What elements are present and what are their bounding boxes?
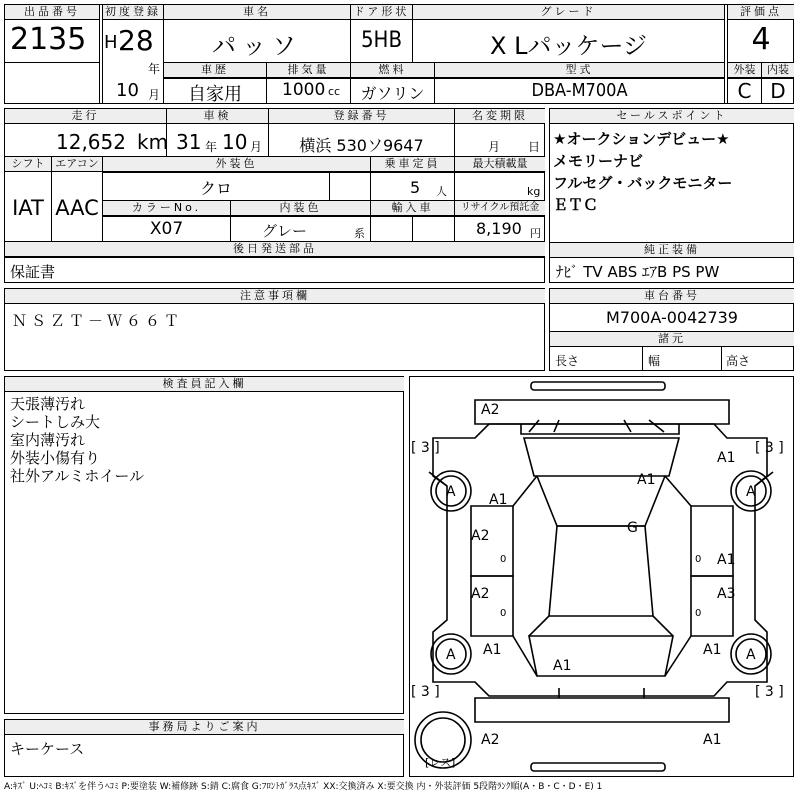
- lot-header: 出品番号: [5, 5, 99, 20]
- model-header: 型式: [435, 63, 724, 78]
- chassis-header: 車台番号: [550, 289, 794, 304]
- inspection-month-unit: 月: [250, 140, 263, 154]
- inspector-line-4: 外装小傷有り: [10, 449, 101, 467]
- chassis-number: M700A-0042739: [606, 308, 738, 327]
- mileage-header: 走行: [5, 109, 166, 124]
- notes-header: 注意事項欄: [5, 289, 545, 304]
- era: H: [104, 32, 118, 53]
- wheel-fl-mark: A: [446, 484, 456, 500]
- tread-front-right: [ 3 ]: [755, 440, 784, 456]
- inspector-line-2: シートしみ大: [10, 413, 101, 431]
- recycle-header: リサイクル預託金: [455, 201, 545, 216]
- legend: A:ｷｽﾞ U:ﾍｺﾐ B:ｷｽﾞを伴うﾍｺﾐ P:要塗装 W:補修跡 S:錆 C:腐食 G:ﾌﾛﾝﾄｶﾞﾗｽ点ｷｽﾞ XX:交換済み X:要交換 内・外装評価 5段階ﾗﾝｸ順(A・B・C・D・E) 1: [4, 782, 603, 792]
- mark-fl-fender: A1: [489, 492, 508, 508]
- name-change-day: 日: [528, 140, 541, 154]
- displacement: 1000: [282, 80, 326, 100]
- history: 自家用: [188, 84, 242, 105]
- import-header: 輸入車: [371, 201, 454, 216]
- ac-header: エアコン: [52, 157, 102, 172]
- wheel-rr-mark: A: [746, 647, 756, 663]
- office-text: キーケース: [10, 740, 85, 758]
- month-unit: 月: [148, 88, 161, 102]
- mileage-unit: km: [137, 130, 169, 154]
- capacity-unit: 人: [436, 185, 447, 198]
- inspection-month: 10: [222, 130, 248, 154]
- name-change-month: 月: [488, 140, 501, 154]
- no-spare-label: [レス]: [425, 756, 456, 769]
- lot-number: 2135: [10, 22, 87, 57]
- capacity-header: 乗車定員: [371, 157, 454, 172]
- equipment: ﾅﾋﾞ TV ABS ｴｱB PS PW: [556, 263, 720, 281]
- inspection-header: 車検: [167, 109, 268, 124]
- reg-month: 10: [116, 80, 139, 101]
- int-color: グレー: [262, 222, 308, 240]
- model-code: DBA-M700A: [531, 80, 628, 101]
- sales-line-4: ＥＴＣ: [553, 196, 599, 214]
- mark-rear-bumper-right: A1: [703, 732, 722, 748]
- mark-rr-door: A3: [717, 586, 736, 602]
- length-label: 長さ: [555, 354, 580, 368]
- max-load-header: 最大積載量: [455, 157, 545, 172]
- wheel-fr-mark: A: [746, 484, 756, 500]
- office-header: 事務局よりご案内: [5, 720, 404, 735]
- mark-fl-door: A2: [471, 528, 490, 544]
- inspector-line-5: 社外アルミホイール: [10, 467, 145, 485]
- mark-rl-fender: A1: [483, 642, 502, 658]
- first-reg-header: 初度登録: [105, 5, 161, 18]
- pillar-mark-l2: 0: [500, 608, 507, 619]
- dims-header: 諸元: [550, 331, 794, 347]
- ext-color-header: 外装色: [103, 157, 370, 172]
- later-parts: 保証書: [10, 263, 56, 281]
- mark-rl-door: A2: [471, 586, 490, 602]
- displacement-header: 排気量: [267, 63, 350, 78]
- int-color-unit: 系: [354, 227, 365, 240]
- pillar-mark-l1: 0: [500, 554, 507, 565]
- plate-header: 登録番号: [269, 109, 454, 124]
- mark-fr-fender: A1: [717, 450, 736, 466]
- name-change-header: 名変期限: [455, 109, 545, 124]
- ac: AAC: [55, 196, 99, 220]
- mark-rear-bumper-left: A2: [481, 732, 500, 748]
- door-type: 5HB: [360, 28, 403, 53]
- mark-fr-door: A1: [717, 552, 736, 568]
- inspection-year: 31: [176, 130, 202, 154]
- width-label: 幅: [648, 354, 661, 368]
- height-label: 高さ: [726, 354, 751, 368]
- int-color-header: 内装色: [231, 201, 370, 216]
- shift-header: シフト: [5, 157, 51, 172]
- score-header: 評価点: [728, 5, 794, 20]
- grade-header: グレード: [413, 5, 724, 20]
- door-header: ドア形状: [351, 5, 412, 20]
- wheel-rl-mark: A: [446, 647, 456, 663]
- inspection-year-unit: 年: [205, 140, 218, 154]
- capacity: 5: [410, 178, 421, 197]
- mark-hood: A1: [637, 472, 656, 488]
- recycle-fee: 8,190: [476, 219, 522, 238]
- recycle-unit: 円: [530, 227, 541, 240]
- int-grade: D: [770, 79, 786, 103]
- later-parts-header: 後日発送部品: [5, 242, 545, 257]
- int-header: 内装: [762, 63, 794, 78]
- sales-line-1: ★オークションデビュー★: [553, 130, 730, 148]
- inspector-line-1: 天張薄汚れ: [10, 395, 86, 413]
- sales-line-3: フルセグ・バックモニター: [553, 174, 733, 192]
- mark-rr-fender: A1: [703, 642, 722, 658]
- shift: IAT: [12, 196, 44, 220]
- ext-header: 外装: [728, 63, 761, 78]
- car-name-header: 車名: [164, 5, 350, 20]
- displacement-unit: cc: [328, 85, 341, 98]
- sales-header: セールスポイント: [550, 109, 794, 124]
- ext-grade: C: [737, 79, 752, 103]
- tread-rear-right: [ 3 ]: [755, 684, 784, 700]
- fuel-header: 燃料: [351, 63, 434, 78]
- equipment-header: 純正装備: [550, 242, 794, 258]
- pillar-mark-r1: 0: [695, 554, 702, 565]
- notes: ＮＳＺＴ－Ｗ６６Ｔ: [12, 312, 184, 330]
- grade: X Lパッケージ: [490, 32, 647, 60]
- car-name: パッソ: [212, 32, 302, 60]
- sales-line-2: メモリーナビ: [553, 152, 644, 170]
- tread-rear-left: [ 3 ]: [411, 684, 440, 700]
- history-header: 車歴: [164, 63, 266, 78]
- mark-trunk: A1: [553, 658, 572, 674]
- mark-roof: G: [627, 520, 638, 536]
- tread-front-left: [ 3 ]: [411, 440, 440, 456]
- pillar-mark-r2: 0: [695, 608, 702, 619]
- year-unit: 年: [148, 62, 161, 76]
- reg-year: 28: [118, 24, 154, 57]
- color-no-header: カラーNo.: [103, 201, 230, 216]
- fuel: ガソリン: [360, 84, 425, 103]
- car-diagram: [409, 376, 794, 777]
- max-load-unit: kg: [527, 185, 541, 198]
- inspector-header: 検査員記入欄: [5, 377, 404, 392]
- mileage: 12,652: [56, 130, 126, 154]
- mark-front-bumper: A2: [481, 402, 500, 418]
- inspector-line-3: 室内薄汚れ: [10, 431, 86, 449]
- score: 4: [751, 22, 771, 57]
- color-no: X07: [149, 219, 184, 239]
- ext-color: クロ: [199, 179, 232, 198]
- plate-number: 横浜 530ソ9647: [299, 136, 424, 155]
